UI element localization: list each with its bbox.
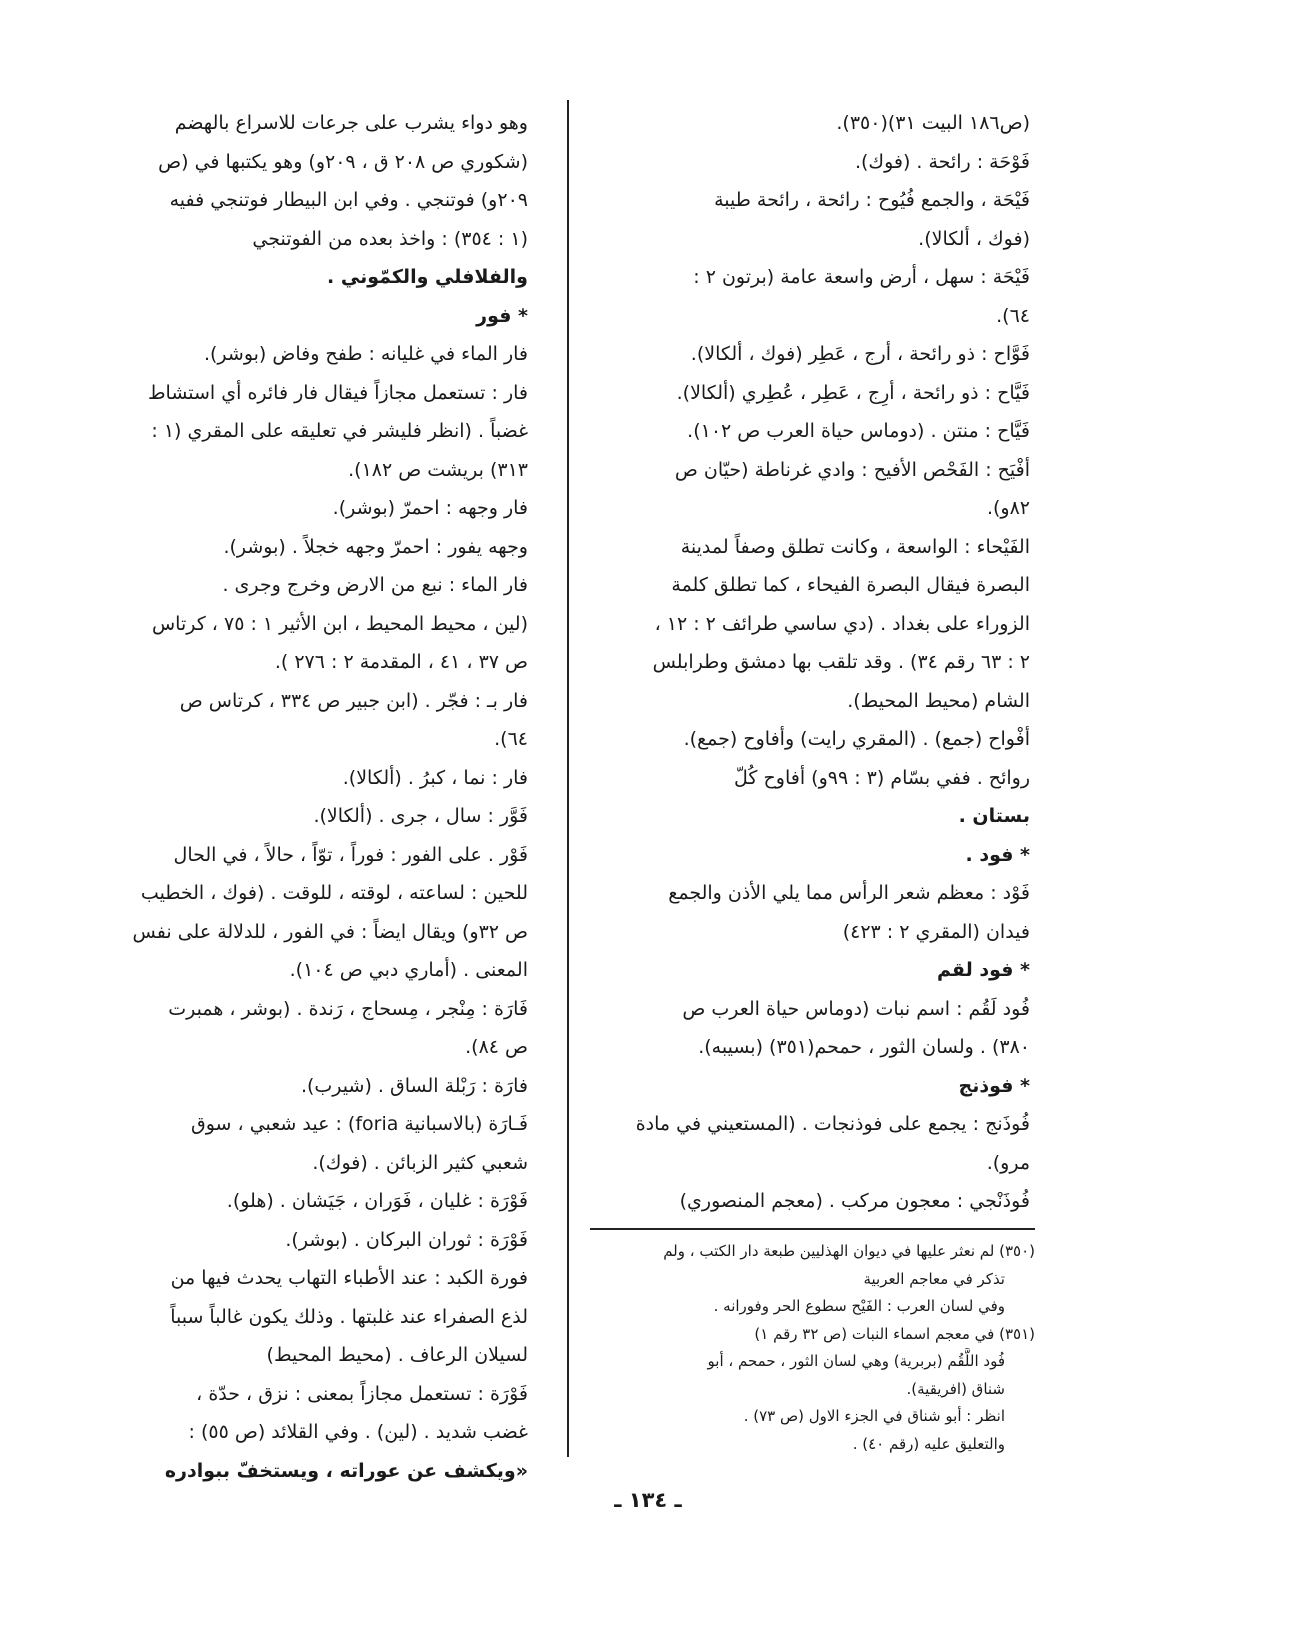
right-column-line: (فوك ، ألكالا). [918, 227, 1030, 250]
right-column-line: فُود لَقُم : اسم نبات (دوماس حياة العرب ص [682, 997, 1030, 1020]
right-column-line: فَيْحَة ، والجمع فُيُوح : رائحة ، رائحة طيبة [714, 189, 1030, 211]
right-column-line: * فوذنج [958, 1074, 1030, 1097]
right-column [595, 104, 1030, 1221]
page-number: ـ ١٣٤ ـ [614, 1488, 682, 1512]
footnote-line: تذكر في معاجم العربية [863, 1269, 1005, 1288]
right-column-line: فَوْحَة : رائحة . (فوك). [854, 150, 1030, 173]
left-column [85, 104, 528, 1490]
left-column-line: فَارَة : مِنْجر ، مِسحاج ، رَندة . (بوشر ، همبرت [168, 997, 528, 1020]
left-column-line: غضب شديد . (لين) . وفي القلائد (ص ٥٥) : [188, 1421, 528, 1443]
column-divider [567, 100, 569, 1457]
footnotes [590, 1238, 1035, 1458]
left-column-line: فَوْرَة : تستعمل مجازاً بمعنى : نزق ، حدّة ، [196, 1382, 528, 1405]
left-column-line: غضباً . (انظر فليشر في تعليقه على المقري (١ : [151, 420, 528, 442]
left-column-line: فار وجهه : احمرّ (بوشر). [332, 497, 528, 519]
left-column-line: فار بـ : فجّر . (ابن جبير ص ٣٣٤ ، كرتاس ص [179, 689, 528, 712]
left-column-line: فَـارَة (بالاسبانية foria) : عيد شعبي ، سوق [191, 1113, 528, 1135]
left-column-line: فارَة : رَبْلة الساق . (شيرب). [300, 1074, 528, 1097]
left-column-line: فَوْرَة : ثوران البركان . (بوشر). [285, 1228, 528, 1251]
right-column-line: ٨٢و). [986, 497, 1030, 519]
left-column-line: شعبي كثير الزبائن . (فوك). [312, 1151, 528, 1174]
left-column-line: ص ٣٧ ، ٤١ ، المقدمة ٢ : ٢٧٦ ). [274, 651, 528, 673]
left-column-line: للحين : لساعته ، لوقته ، للوقت . (فوك ، الخطيب [140, 882, 528, 904]
right-column-line: فَوْد : معظم شعر الرأس مما يلي الأذن والجمع [668, 882, 1030, 904]
left-column-line: وجهه يفور : احمرّ وجهه خجلاً . (بوشر). [223, 535, 528, 558]
left-column-line: (لين ، محيط المحيط ، ابن الأثير ١ : ٧٥ ، كرتاس [151, 612, 528, 635]
footnote-line: (٣٥١) في معجم اسماء النبات (ص ٣٢ رقم ١) [754, 1324, 1035, 1343]
right-column-line: (ص١٨٦ البيت ٣١)(٣٥٠). [836, 112, 1030, 134]
left-column-line: ص ٨٤). [465, 1036, 528, 1058]
left-column-line: (١ : ٣٥٤) : واخذ بعده من الفوتنجي [252, 227, 528, 250]
left-column-line: (شكوري ص ٢٠٨ ق ، ٢٠٩و) وهو يكتبها في (ص [158, 150, 528, 173]
left-column-line: فار : نما ، كبرُ . (ألكالا). [342, 766, 528, 789]
right-column-line: فَيْحَة : سهل ، أرض واسعة عامة (برتون ٢ : [693, 266, 1030, 288]
right-column-line: الفَيْحاء : الواسعة ، وكانت تطلق وصفاً لمدينة [680, 535, 1030, 558]
left-column-line: ٣١٣) بريشت ص ١٨٢). [348, 458, 528, 481]
right-column-line: بستان . [958, 805, 1030, 827]
footnote-line: وفي لسان العرب : الفَيْح سطوع الحر وفورانه . [713, 1297, 1005, 1315]
footnote-line: فُود اللَّقُم (بربرية) وهي لسان الثور ، حمحم ، أبو [707, 1352, 1005, 1370]
right-column-line: أفْيَح : الفَحْص الأفيح : وادي غرناطة (حيّان ص [674, 458, 1030, 481]
left-column-line: ص ٣٢و) ويقال ايضاً : في الفور ، للدلالة على نفس [132, 920, 528, 943]
left-column-line: وهو دواء يشرب على جرعات للاسراع بالهضم [174, 112, 528, 134]
footnote-line: والتعليق عليه (رقم ٤٠) . [852, 1434, 1005, 1453]
left-column-line: المعنى . (أماري دبي ص ١٠٤). [289, 959, 528, 981]
footnote-line: شناق (افريقية). [906, 1379, 1005, 1398]
left-column-line: فار : تستعمل مجازاً فيقال فار فائره أي استشاط [147, 381, 528, 404]
right-column-line: فَيَّاح : ذو رائحة ، أرِج ، عَطِر ، عُطِري (ألكالا). [676, 381, 1030, 404]
footnote-line: (٣٥٠) لم نعثر عليها في ديوان الهذليين طبعة دار الكتب ، ولم [663, 1242, 1035, 1260]
right-column-line: * فود لقم [937, 959, 1030, 981]
right-column-line: البصرة فيقال البصرة الفيحاء ، كما تطلق كلمة [671, 574, 1030, 596]
right-column-line: أفْواح (جمع) . (المقري رايت) وأفاوح (جمع). [683, 728, 1030, 750]
footnote-rule [590, 1228, 1035, 1230]
right-column-line: فَيَّاح : منتن . (دوماس حياة العرب ص ١٠٢). [687, 420, 1030, 442]
left-column-line: والفلافلي والكمّوني . [327, 266, 528, 288]
left-column-line: * فور [476, 304, 528, 327]
left-column-line: لسيلان الرعاف . (محيط المحيط) [266, 1344, 528, 1366]
left-column-line: لذع الصفراء عند غلبتها . وذلك يكون غالباً سبباً [170, 1305, 528, 1328]
right-column-line: فيدان (المقري ٢ : ٤٢٣) [842, 920, 1030, 943]
right-column-line: ٦٤). [996, 304, 1030, 327]
right-column-line: فُوذَنْجي : معجون مركب . (معجم المنصوري) [679, 1190, 1030, 1212]
right-column-line: الشام (محيط المحيط). [847, 689, 1030, 712]
left-column-line: فَوَّر : سال ، جرى . (ألكالا). [313, 805, 528, 827]
left-column-line: ٢٠٩و) فوتنجي . وفي ابن البيطار فوتنجي ففيه [169, 189, 528, 211]
left-column-line: فورة الكبد : عند الأطباء التهاب يحدث فيها من [170, 1267, 528, 1289]
left-column-line: فار الماء : نبع من الارض وخرج وجرى . [222, 574, 528, 596]
right-column-line: ٢ : ٦٣ رقم ٣٤) . وقد تلقب بها دمشق وطرابلس [652, 651, 1030, 673]
right-column-line: ٣٨٠) . ولسان الثور ، حمحم(٣٥١) (بسيبه). [698, 1036, 1030, 1058]
right-column-line: فَوَّاح : ذو رائحة ، أرج ، عَطِر (فوك ، ألكالا). [690, 343, 1030, 365]
right-column-line: * فود . [965, 843, 1030, 866]
right-column-line: فُوذَنج : يجمع على فوذنجات . (المستعيني في مادة [635, 1113, 1030, 1135]
right-column-line: روائح . ففي بسّام (٣ : ٩٩و) أفاوح كُلّ [734, 766, 1030, 789]
footnote-line: انظر : أبو شناق في الجزء الاول (ص ٧٣) . [743, 1407, 1005, 1425]
left-column-line: فار الماء في غليانه : طفح وفاض (بوشر). [203, 343, 528, 365]
left-column-line: فَوْر . على الفور : فوراً ، توّاً ، حالاً ، في الحال [173, 843, 528, 866]
left-column-line: ٦٤). [494, 728, 528, 750]
left-column-line: «ويكشف عن عوراته ، ويستخفّ ببوادره [164, 1459, 528, 1482]
right-column-line: مرو). [986, 1151, 1030, 1174]
right-column-line: الزوراء على بغداد . (دي ساسي طرائف ٢ : ١٢ ، [654, 612, 1030, 635]
left-column-line: فَوْرَة : غليان ، فَوَران ، جَيَشان . (هلو). [226, 1190, 528, 1212]
